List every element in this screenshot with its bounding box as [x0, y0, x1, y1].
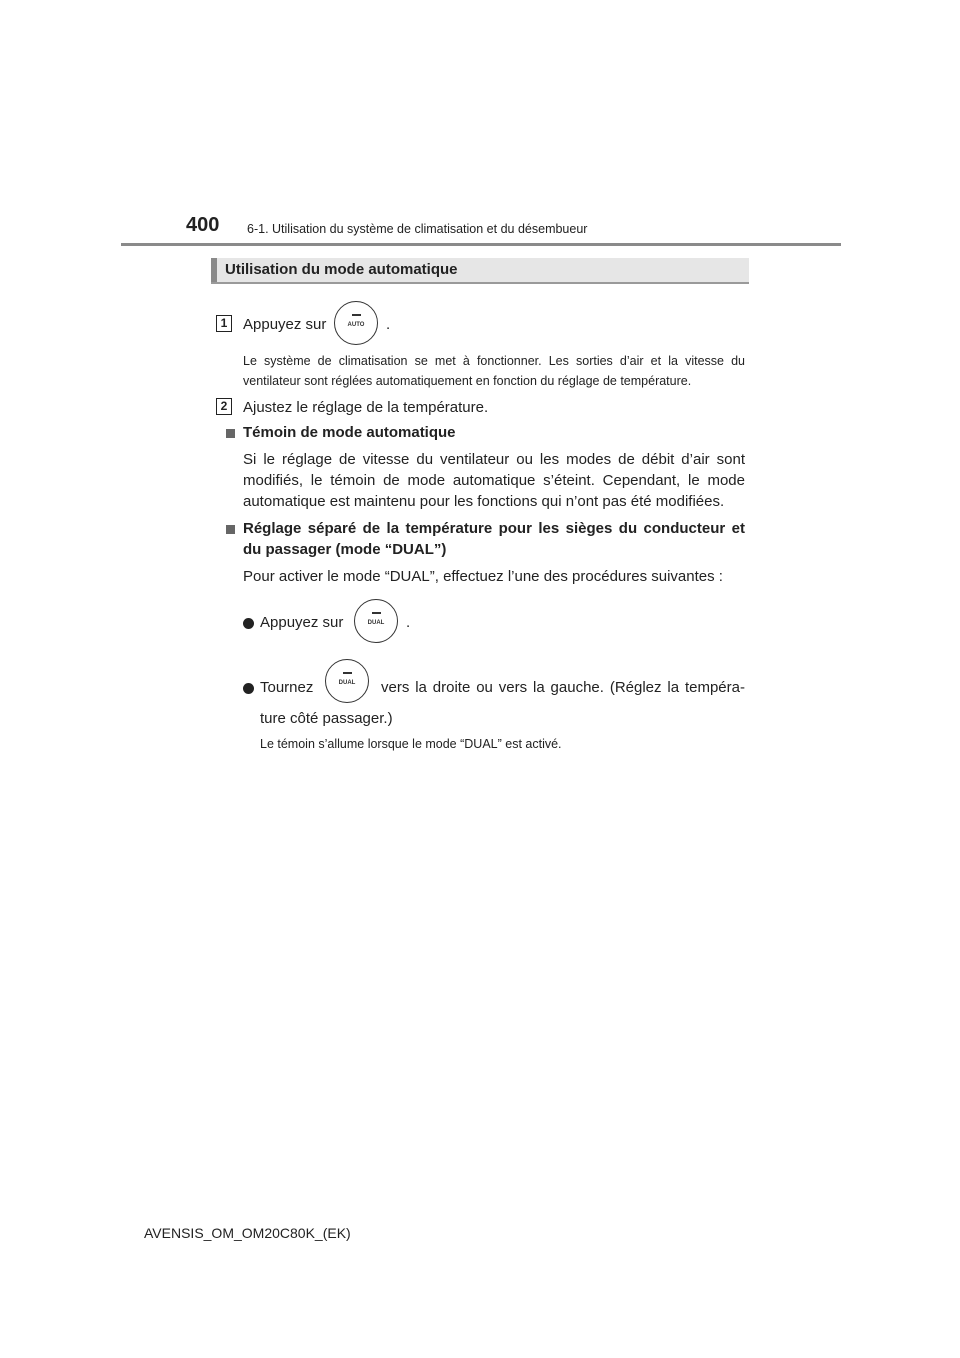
step1-note-line1: Le système de climatisation se met à fonctionner. Les sorties d’air et la vitesse du	[243, 354, 745, 368]
step2-text: Ajustez le réglage de la température.	[243, 399, 489, 416]
topic2-title-line2: du passager (mode “DUAL”)	[243, 541, 447, 558]
dual-button-label: DUAL	[367, 620, 385, 626]
step-number-1: 1	[216, 315, 232, 332]
option1-text-after: .	[406, 614, 411, 631]
option2-note: Le témoin s’allume lorsque le mode “DUAL” est activé.	[260, 737, 562, 751]
square-bullet-icon	[226, 525, 235, 534]
step1-text-after: .	[386, 316, 391, 333]
document-code: AVENSIS_OM_OM20C80K_(EK)	[144, 1225, 351, 1241]
header-divider	[121, 243, 841, 246]
topic2-title-line1: Réglage séparé de la température pour les sièges du conducteur et	[243, 520, 745, 537]
dual-dial-icon	[325, 659, 369, 703]
auto-button-label: AUTO	[347, 322, 365, 328]
step-number-2: 2	[216, 398, 232, 415]
option2-line2: ture côté passager.)	[260, 710, 393, 727]
step1-text-before: Appuyez sur	[243, 316, 327, 333]
topic1-line3: automatique est maintenu pour les fonctions qui n’ont pas été modifiées.	[243, 493, 725, 510]
square-bullet-icon	[226, 429, 235, 438]
option1-text-before: Appuyez sur	[260, 614, 344, 631]
dual-button-icon	[354, 599, 398, 643]
topic1-line2: modifiés, le témoin de mode automatique s’éteint. Cependant, le mode	[243, 472, 745, 489]
option2-text-before: Tournez	[260, 679, 314, 696]
step1-note-line2: ventilateur sont réglées automatiquement en fonction du réglage de température.	[243, 374, 692, 388]
dual-dial-label: DUAL	[338, 680, 356, 686]
section-heading-title: Utilisation du mode automatique	[225, 261, 458, 278]
option2-text-after: vers la droite ou vers la gauche. (Réglez la tempéra-	[381, 679, 745, 696]
section-heading-bar	[211, 258, 749, 284]
page-number: 400	[186, 214, 220, 236]
topic2-intro: Pour activer le mode “DUAL”, effectuez l’une des procédures suivantes :	[243, 568, 723, 585]
round-bullet-icon	[243, 683, 254, 694]
topic1-title: Témoin de mode automatique	[243, 424, 456, 441]
topic1-line1: Si le réglage de vitesse du ventilateur ou les modes de débit d’air sont	[243, 451, 745, 468]
round-bullet-icon	[243, 618, 254, 629]
auto-button-icon	[334, 301, 378, 345]
chapter-title: 6-1. Utilisation du système de climatisation et du désembueur	[247, 222, 588, 236]
section-heading-accent	[211, 258, 217, 282]
